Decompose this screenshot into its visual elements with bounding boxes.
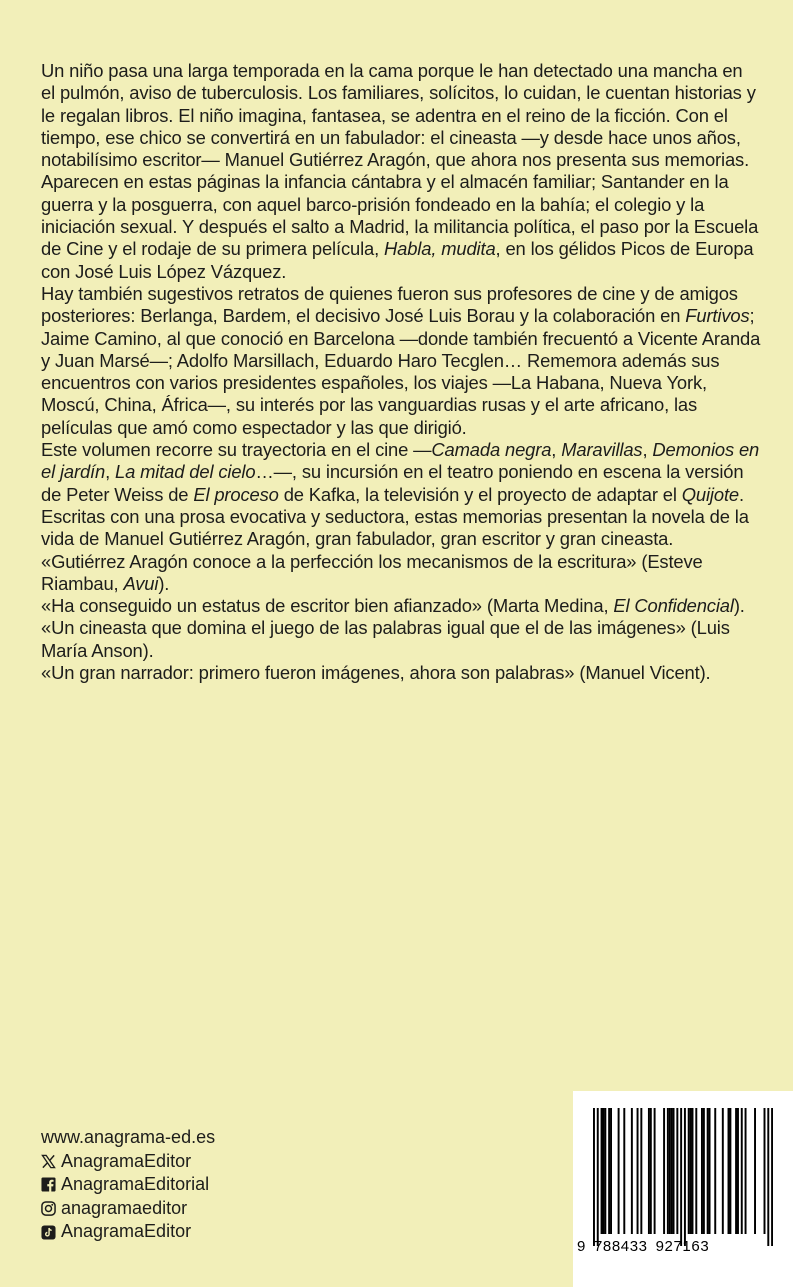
x-row [41, 1150, 215, 1174]
instagram-handle[interactable]: anagramaeditor [61, 1197, 188, 1218]
blurb-paragraph-1: Un niño pasa una larga temporada en la cama porque le han detectado una mancha en el pulmón, aviso de tuberculosis. Los familiares, solícitos, lo cuidan, le cuentan historias y le regalan libros. El niño imagina, fantasea, se adentra en el reino de la ficción. Con el tiempo, ese chico se convertirá en un fabulador: el cineasta —y desde hace unos años, notabilísimo escritor— Manuel Gutiérrez Aragón, que ahora nos presenta sus memorias. Aparecen en estas páginas la infancia cántabra y el almacén familiar; Santander en la guerra y la posguerra, con aquel barco-prisión fondeado en la bahía; el colegio y la iniciación sexual. Y después el salto a Madrid, la militancia política, el paso por la Escuela de Cine y el rodaje de su primera película, Habla, mudita, en los gélidos Picos de Europa con José Luis López Vázquez. [41, 60, 759, 282]
isbn-number [577, 1238, 787, 1255]
barcode-bar [593, 1108, 595, 1246]
press-quote-1: «Gutiérrez Aragón conoce a la perfección los mecanismos de la escritura» (Esteve Riambau, Avui). [41, 550, 703, 594]
barcode-bar [722, 1108, 724, 1234]
barcode-bar [735, 1108, 737, 1234]
barcode-bar [618, 1108, 620, 1234]
barcode-bar [640, 1108, 642, 1234]
barcode-bar [728, 1108, 730, 1234]
barcode-bar [709, 1108, 711, 1234]
tiktok-handle[interactable]: AnagramaEditor [61, 1221, 192, 1242]
instagram-icon [41, 1201, 56, 1216]
barcode-bar [764, 1108, 766, 1234]
isbn-first-digit: 9 [577, 1238, 586, 1255]
instagram-row [41, 1197, 215, 1221]
barcode-bar [650, 1108, 652, 1234]
barcode-bar [767, 1108, 769, 1246]
barcode-bar [701, 1108, 703, 1234]
isbn-group-2: 927163 [655, 1238, 710, 1255]
barcode-bar [680, 1108, 682, 1246]
barcode-bar [648, 1108, 650, 1234]
barcode-bar [707, 1108, 709, 1234]
barcode-bar [688, 1108, 690, 1234]
barcode-bar [676, 1108, 678, 1234]
tiktok-row [41, 1220, 215, 1244]
barcode-bar [754, 1108, 756, 1234]
back-cover-blurb [41, 60, 761, 684]
barcode-bar [610, 1108, 612, 1234]
barcode-bar [654, 1108, 656, 1234]
barcode-bar [597, 1108, 599, 1246]
barcode-bar [663, 1108, 665, 1234]
tiktok-icon [41, 1225, 56, 1240]
blurb-paragraph-2: Hay también sugestivos retratos de quienes fueron sus profesores de cine y de amigos posteriores: Berlanga, Bardem, el decisivo José Luis Borau y la colaboración en Furtivos; Jaime Camino, al que conoció en Barcelona —donde también frecuentó a Vicente Aranda y Juan Marsé—; Adolfo Marsillach, Eduardo Haro Tecglen… Rememora además sus encuentros con varios presidentes españoles, los viajes —La Habana, Nueva York, Moscú, China, África—, su interés por las vanguardias rusas y el arte africano, las películas que amó como espectador y las que dirigió. [41, 282, 761, 438]
barcode-bar [669, 1108, 671, 1234]
barcode-bar [623, 1108, 625, 1234]
barcode-bar [631, 1108, 633, 1234]
x-handle[interactable]: AnagramaEditor [61, 1150, 192, 1171]
barcode-bar [684, 1108, 686, 1246]
barcode-bar [608, 1108, 610, 1234]
barcode-bar [601, 1108, 603, 1234]
barcode-bar [695, 1108, 697, 1234]
x-logo-icon [41, 1154, 56, 1169]
barcode-bar [714, 1108, 716, 1234]
barcode-bar [671, 1108, 673, 1234]
barcode-bar [729, 1108, 731, 1234]
press-quote-3: «Un cineasta que domina el juego de las palabras igual que el de las imágenes» (Luis María Anson). [41, 617, 730, 661]
barcode-bar [602, 1108, 604, 1234]
press-quote-4: «Un gran narrador: primero fueron imágenes, ahora son palabras» (Manuel Vicent). [41, 662, 711, 684]
barcode-bar [692, 1108, 694, 1234]
isbn-group-1: 788433 [593, 1238, 648, 1255]
barcode-bar [745, 1108, 747, 1234]
barcode-bar [673, 1108, 675, 1234]
barcode-bar [690, 1108, 692, 1234]
facebook-handle[interactable]: AnagramaEditorial [61, 1174, 210, 1195]
press-quote-2: «Ha conseguido un estatus de escritor bien afianzado» (Marta Medina, El Confidencial). [41, 595, 745, 617]
website-link[interactable]: www.anagrama-ed.es [41, 1127, 216, 1147]
isbn-barcode [573, 1091, 793, 1287]
barcode-bar [703, 1108, 705, 1234]
facebook-icon [41, 1177, 56, 1192]
blurb-paragraph-4: Escritas con una prosa evocativa y seductora, estas memorias presentan la novela de la vida de Manuel Gutiérrez Aragón, gran fabulador, gran escritor y gran cineasta. [41, 505, 749, 550]
barcode-bar [737, 1108, 739, 1234]
barcode-bar [741, 1108, 743, 1234]
facebook-row [41, 1173, 215, 1197]
barcode-bar [771, 1108, 773, 1246]
website-row [41, 1126, 215, 1150]
blurb-paragraph-3: Este volumen recorre su trayectoria en el cine —Camada negra, Maravillas, Demonios en el jardín, La mitad del cielo…—, su incursión en el teatro poniendo en escena la versión de Peter Weiss de El proceso de Kafka, la televisión y el proyecto de adaptar el Quijote. [41, 439, 760, 505]
barcode-bars [593, 1108, 773, 1248]
barcode-bar [667, 1108, 669, 1234]
barcode-bar [637, 1108, 639, 1234]
barcode-bar [604, 1108, 606, 1234]
publisher-contacts [41, 1126, 215, 1244]
